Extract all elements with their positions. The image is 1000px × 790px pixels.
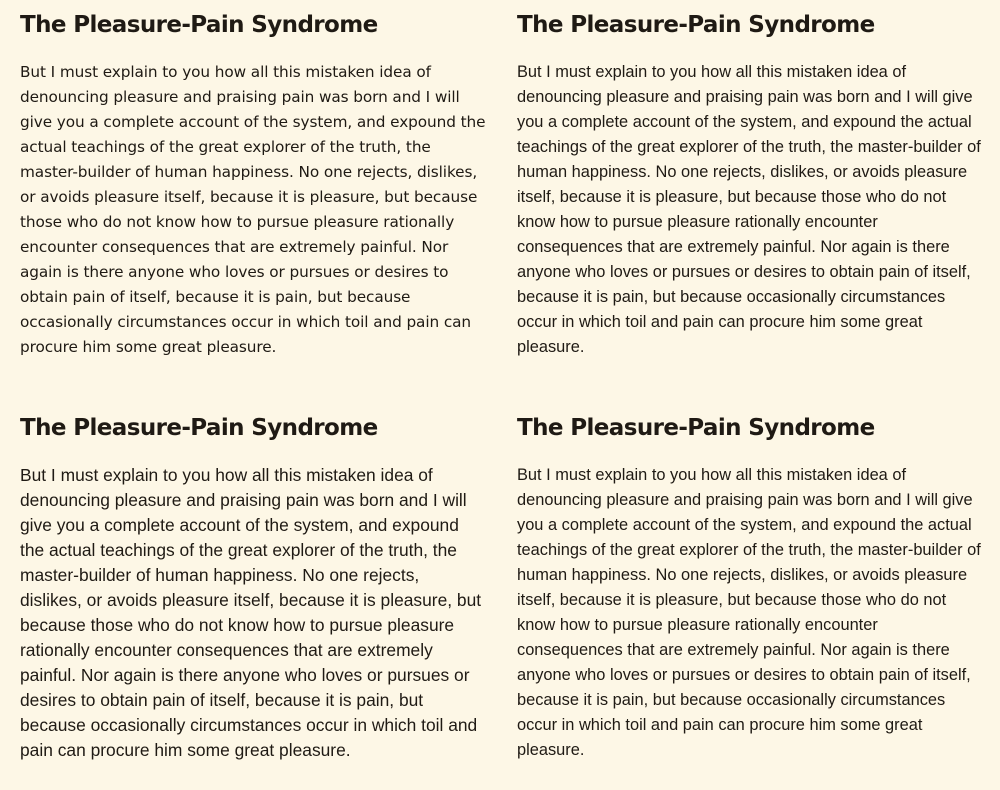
section-heading: The Pleasure-Pain Syndrome <box>20 12 378 38</box>
text-block-bottom-right <box>517 411 987 763</box>
text-block-bottom-left <box>20 411 490 763</box>
section-paragraph: But I must explain to you how all this mistaken idea of denouncing pleasure and praising pain was born and I will give you a complete account of the system, and expound the actual teachings of the great explorer of the truth, the master-builder of human happiness. No one rejects, dislikes, or avoids pleasure itself, because it is pleasure, but because those who do not know how to pursue pleasure rationally encounter consequences that are extremely painful. Nor again is there anyone who loves or pursues or desires to obtain pain of itself, because it is pain, but because occasionally circumstances occur in which toil and pain can procure him some great pleasure. <box>20 63 486 356</box>
section-paragraph: But I must explain to you how all this mistaken idea of denouncing pleasure and praising pain was born and I will give you a complete account of the system, and expound the actual teachings of the great explorer of the truth, the master-builder of human happiness. No one rejects, dislikes, or avoids pleasure itself, because it is pleasure, but because those who do not know how to pursue pleasure rationally encounter consequences that are extremely painful. Nor again is there anyone who loves or pursues or desires to obtain pain of itself, because it is pain, but because occasionally circumstances occur in which toil and pain can procure him some great pleasure. <box>517 63 981 356</box>
section-paragraph: But I must explain to you how all this mistaken idea of denouncing pleasure and praising pain was born and I will give you a complete account of the system, and expound the actual teachings of the great explorer of the truth, the master-builder of human happiness. No one rejects, dislikes, or avoids pleasure itself, because it is pleasure, but because those who do not know how to pursue pleasure rationally encounter consequences that are extremely painful. Nor again is there anyone who loves or pursues or desires to obtain pain of itself, because it is pain, but because occasionally circumstances occur in which toil and pain can procure him some great pleasure. <box>517 466 981 759</box>
section-heading: The Pleasure-Pain Syndrome <box>517 12 875 38</box>
text-block-top-left <box>20 8 490 360</box>
section-paragraph: But I must explain to you how all this mistaken idea of denouncing pleasure and praising pain was born and I will give you a complete account of the system, and expound the actual teachings of the great explorer of the truth, the master-builder of human happiness. No one rejects, dislikes, or avoids pleasure itself, because it is pleasure, but because those who do not know how to pursue pleasure rationally encounter consequences that are extremely painful. Nor again is there anyone who loves or pursues or desires to obtain pain of itself, because it is pain, but because occasionally circumstances occur in which toil and pain can procure him some great pleasure. <box>20 465 482 760</box>
section-heading: The Pleasure-Pain Syndrome <box>20 415 378 441</box>
text-block-top-right <box>517 8 987 360</box>
section-heading: The Pleasure-Pain Syndrome <box>517 415 875 441</box>
